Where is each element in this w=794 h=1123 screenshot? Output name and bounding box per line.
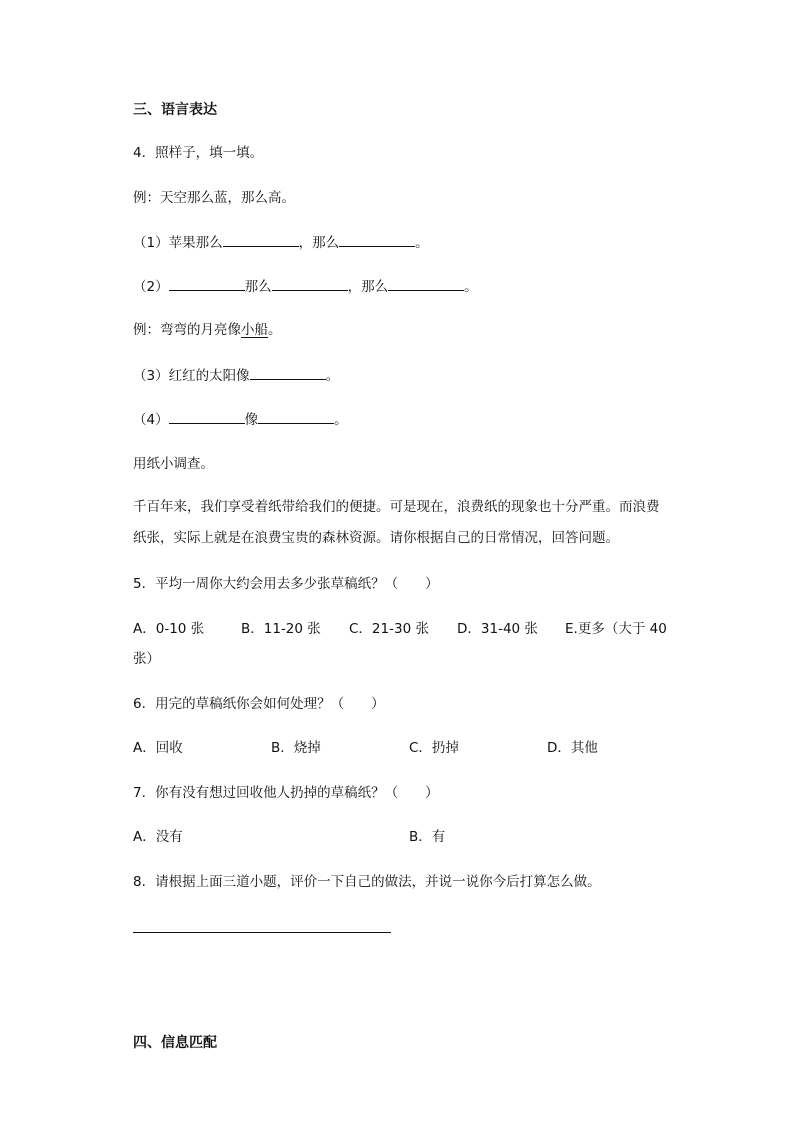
q6-prompt: 6．用完的草稿纸你会如何处理？（ ） — [133, 696, 385, 712]
section-3-heading: 三、语言表达 — [133, 102, 217, 118]
item-number: （4） — [133, 412, 169, 428]
q4-item-4 — [133, 409, 348, 430]
item-text: ，那么 — [347, 279, 389, 295]
fill-blank[interactable] — [169, 276, 245, 291]
item-text: 红红的太阳像 — [168, 368, 250, 384]
example-underlined-word: 小船 — [241, 322, 268, 338]
item-end: 。 — [334, 412, 348, 428]
q5-option-b[interactable]: B．11-20 张 — [241, 621, 321, 637]
q5-option-c[interactable]: C．21-30 张 — [349, 621, 429, 637]
q5-option-d[interactable]: D．31-40 张 — [457, 621, 538, 637]
item-text: 像 — [244, 412, 259, 428]
item-text: 那么 — [244, 279, 272, 295]
q6-option-d[interactable]: D．其他 — [547, 740, 598, 756]
item-number: （3） — [133, 368, 169, 384]
fill-blank[interactable] — [272, 276, 348, 291]
q8-prompt: 8．请根据上面三道小题，评价一下自己的做法，并说一说你今后打算怎么做。 — [133, 874, 601, 890]
item-text: 苹果那么 — [168, 235, 223, 251]
q7-prompt: 7．你有没有想过回收他人扔掉的草稿纸？（ ） — [133, 785, 439, 801]
q4-example-1: 例：天空那么蓝，那么高。 — [133, 190, 295, 206]
fill-blank[interactable] — [223, 232, 299, 247]
q6-option-c[interactable]: C．扔掉 — [409, 740, 459, 756]
q7-option-b[interactable]: B．有 — [409, 829, 446, 845]
fill-blank[interactable] — [339, 232, 415, 247]
q7-option-a[interactable]: A．没有 — [133, 829, 183, 845]
q4-prompt: 4．照样子，填一填。 — [133, 145, 264, 161]
fill-blank[interactable] — [388, 276, 464, 291]
q8-answer-line[interactable] — [133, 932, 391, 933]
q4-item-2 — [133, 276, 478, 297]
survey-intro: 千百年来，我们享受着纸带给我们的便捷。可是现在，浪费纸的现象也十分严重。而浪费纸张，实际上就是在浪费宝贵的森林资源。请你根据自己的日常情况，回答问题。 — [133, 499, 660, 546]
item-number: （1） — [133, 235, 169, 251]
example-end: 。 — [268, 322, 282, 338]
fill-blank[interactable] — [258, 409, 334, 424]
section-4-heading: 四、信息匹配 — [133, 1035, 217, 1051]
item-end: 。 — [325, 368, 340, 384]
item-text: ，那么 — [298, 235, 340, 251]
example-text: 例：弯弯的月亮像 — [133, 322, 241, 338]
fill-blank[interactable] — [250, 365, 326, 380]
q5-option-e[interactable]: E.更多（大于 40 — [565, 621, 667, 637]
item-number: （2） — [133, 279, 169, 295]
q4-item-3 — [133, 365, 339, 386]
q6-option-b[interactable]: B．烧掉 — [271, 740, 321, 756]
q4-example-2 — [133, 320, 282, 340]
q5-option-a[interactable]: A．0-10 张 — [133, 621, 205, 637]
item-end: 。 — [464, 279, 478, 295]
q4-item-1 — [133, 232, 429, 253]
q5-option-e-wrap: 张） — [133, 651, 160, 667]
item-end: 。 — [415, 235, 429, 251]
survey-title: 用纸小调查。 — [133, 456, 214, 472]
fill-blank[interactable] — [169, 409, 245, 424]
q6-option-a[interactable]: A．回收 — [133, 740, 183, 756]
q5-prompt: 5．平均一周你大约会用去多少张草稿纸？（ ） — [133, 576, 439, 592]
